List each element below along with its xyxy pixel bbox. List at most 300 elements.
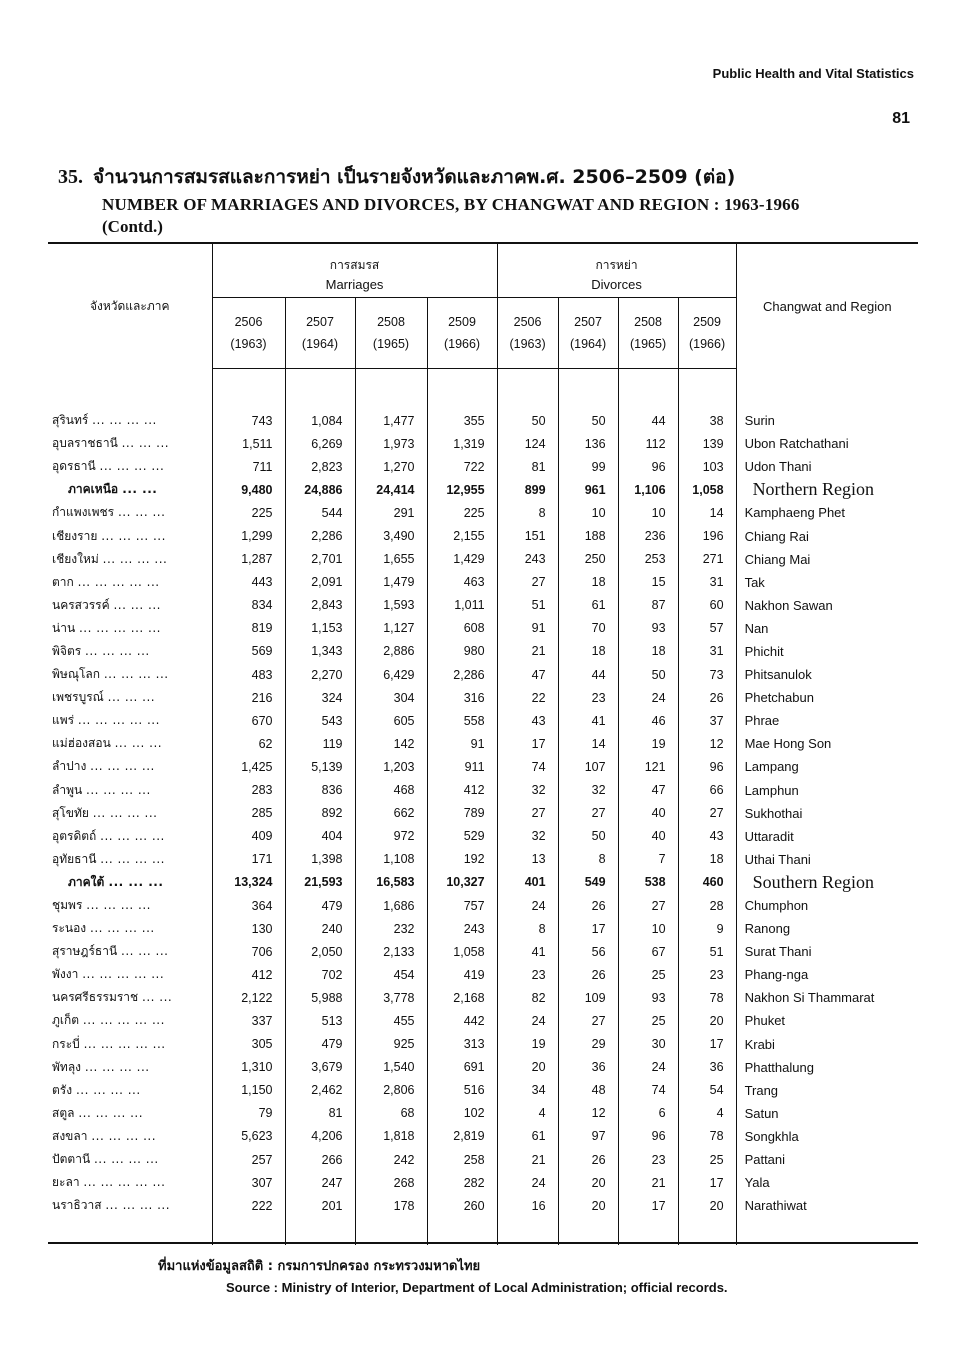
divorces-value: 23 [558,686,618,709]
changwat-thai-name: ตาก [52,574,74,589]
table-row [48,594,918,617]
table-row [48,432,918,455]
region-row [48,478,918,501]
divorces-value: 81 [497,455,558,478]
marriages-value: 662 [355,802,427,825]
table-row [48,1056,918,1079]
changwat-english: Narathiwat [736,1194,918,1245]
divorces-value: 23 [618,1148,678,1171]
marriages-value: 479 [285,1033,355,1056]
table-row [48,1125,918,1148]
marriages-value: 1,270 [355,455,427,478]
marriages-value: 2,091 [285,571,355,594]
divorces-value: 26 [558,1148,618,1171]
divorces-value: 109 [558,986,618,1009]
changwat-thai [48,432,212,455]
table-row [48,1079,918,1102]
changwat-english: Phichit [736,640,918,663]
divorces-value: 401 [497,871,558,894]
divorces-value: 30 [618,1033,678,1056]
marriages-value: 305 [251,1037,273,1052]
table-row [48,709,918,732]
title-thai-line [58,162,928,192]
region-row [48,871,918,894]
divorces-value: 4 [678,1102,736,1125]
marriages-value: 834 [251,598,273,613]
marriages-value: 1,108 [355,848,427,871]
marriages-value: 2,133 [355,940,427,963]
leader-dots: ... ... ... ... ... [83,1175,166,1190]
table-row [48,848,918,871]
divorces-value: 15 [618,571,678,594]
changwat-thai [48,594,212,617]
divorces-value: 188 [558,524,618,547]
marriages-value: 670 [251,713,273,728]
table-row [48,640,918,663]
divorces-value: 17 [497,732,558,755]
marriages-value: 285 [251,806,273,821]
header-year: 2507 (1964) [285,298,355,369]
divorces-value: 243 [497,548,558,571]
divorces-value: 47 [497,663,558,686]
marriages-value: 442 [427,1009,497,1032]
table-row [48,1009,918,1032]
marriages-value: 1,058 [427,940,497,963]
divorces-value: 20 [558,1194,618,1245]
table-title [58,162,928,237]
source-english: Source : Ministry of Interior, Department of Local Administration; official records. [226,1280,728,1295]
header-year: 2509 (1966) [678,298,736,369]
divorces-value: 17 [618,1194,678,1245]
divorces-value: 44 [558,663,618,686]
changwat-thai [48,940,212,963]
leader-dots: ... ... ... [114,736,163,751]
marriages-value: 1,398 [285,848,355,871]
divorces-value: 61 [497,1125,558,1148]
changwat-thai [48,640,212,663]
changwat-thai-name: อุบลราชธานี [52,436,118,451]
changwat-english: Yala [736,1171,918,1194]
divorces-value: 26 [558,963,618,986]
marriages-value: 2,701 [285,548,355,571]
marriages-value: 21,593 [285,871,355,894]
changwat-english: Ranong [736,917,918,940]
marriages-value: 2,122 [241,990,273,1005]
changwat-thai-name: ภาคใต้ [68,874,105,889]
divorces-value: 99 [558,455,618,478]
changwat-english: Surat Thani [736,940,918,963]
marriages-value: 409 [251,829,273,844]
marriages-value: 911 [427,755,497,778]
divorces-value: 32 [497,825,558,848]
leader-dots: ... ... ... ... [105,1198,171,1213]
leader-dots: ... ... [142,990,173,1005]
divorces-value: 43 [497,709,558,732]
changwat-thai-name: สุโขทัย [52,805,89,820]
changwat-english: Mae Hong Son [736,732,918,755]
divorces-value: 24 [618,1056,678,1079]
divorces-value: 54 [678,1079,736,1102]
divorces-value: 20 [678,1194,736,1245]
divorces-value: 47 [618,779,678,802]
divorces-value: 21 [618,1171,678,1194]
table-row [48,501,918,524]
changwat-english: Nakhon Si Thammarat [736,986,918,1009]
table-row [48,1194,918,1245]
divorces-value: 250 [558,548,618,571]
leader-dots: ... ... ... [108,874,164,889]
changwat-english: Trang [736,1079,918,1102]
title-contd: (Contd.) [102,217,163,236]
changwat-thai-name: ยะลา [52,1175,80,1190]
divorces-value: 899 [497,478,558,501]
table-row [48,1033,918,1056]
marriages-value: 819 [251,621,273,636]
table-row [48,779,918,802]
divorces-value: 22 [497,686,558,709]
header-year: 2506 (1963) [212,298,285,369]
divorces-value: 18 [678,848,736,871]
marriages-value: 2,823 [285,455,355,478]
table-row [48,917,918,940]
divorces-value: 1,106 [618,478,678,501]
marriages-value: 412 [251,967,273,982]
marriages-value: 1,084 [285,409,355,432]
divorces-value: 50 [497,409,558,432]
divorces-value: 10 [618,917,678,940]
leader-dots: ... ... ... ... [100,828,165,843]
marriages-value: 1,973 [355,432,427,455]
marriages-value: 225 [427,501,497,524]
divorces-value: 27 [558,802,618,825]
changwat-thai [48,871,212,894]
changwat-thai [48,802,212,825]
divorces-value: 24 [497,1009,558,1032]
changwat-english: Chiang Mai [736,548,918,571]
divorces-value: 32 [497,779,558,802]
divorces-value: 61 [558,594,618,617]
divorces-value: 12 [558,1102,618,1125]
marriages-value: 307 [251,1175,273,1190]
divorces-value: 37 [678,709,736,732]
changwat-english: Nakhon Sawan [736,594,918,617]
marriages-value: 304 [355,686,427,709]
leader-dots: ... ... ... ... [99,459,165,474]
divorces-value: 25 [618,963,678,986]
marriages-value: 836 [285,779,355,802]
marriages-value: 12,955 [427,478,497,501]
marriages-value: 3,679 [285,1056,355,1079]
marriages-value: 1,343 [285,640,355,663]
divorces-value: 12 [678,732,736,755]
marriages-value: 2,843 [285,594,355,617]
changwat-thai-name: ปัตตานี [52,1152,91,1167]
divorces-value: 18 [558,571,618,594]
marriages-value: 722 [427,455,497,478]
changwat-thai [48,825,212,848]
changwat-thai-name: ภาคเหนือ [68,482,119,497]
divorces-value: 31 [678,571,736,594]
marriages-value: 24,414 [355,478,427,501]
marriages-value: 258 [427,1148,497,1171]
changwat-thai [48,779,212,802]
marriages-value: 201 [285,1194,355,1245]
marriages-value: 702 [285,963,355,986]
marriages-value: 3,490 [355,524,427,547]
divorces-value: 96 [618,455,678,478]
table-row [48,663,918,686]
marriages-value: 9,480 [241,482,273,497]
marriages-value: 355 [427,409,497,432]
marriages-value: 268 [355,1171,427,1194]
marriages-value: 1,310 [241,1060,273,1075]
divorces-value: 27 [558,1009,618,1032]
marriages-value: 1,287 [241,552,273,567]
marriages-value: 1,429 [427,548,497,571]
changwat-thai-name: พัทลุง [52,1059,82,1074]
changwat-thai [48,894,212,917]
marriages-value: 711 [252,459,273,474]
marriages-value: 364 [251,898,273,913]
marriages-value: 5,988 [285,986,355,1009]
changwat-thai-name: สุรินทร์ [52,413,89,428]
changwat-thai-name: ลำพูน [52,782,83,797]
changwat-english: Lamphun [736,779,918,802]
changwat-english: Udon Thani [736,455,918,478]
table-row [48,894,918,917]
divorces-value: 66 [678,779,736,802]
marriages-value: 243 [427,917,497,940]
marriages-value: 5,139 [285,755,355,778]
divorces-value: 107 [558,755,618,778]
marriages-value: 544 [285,501,355,524]
leader-dots: ... ... [122,482,158,497]
divorces-value: 271 [678,548,736,571]
marriage-divorce-table [48,242,918,1245]
divorces-value: 124 [497,432,558,455]
divorces-value: 23 [497,963,558,986]
changwat-thai-name: เชียงใหม่ [52,551,99,566]
divorces-value: 41 [497,940,558,963]
divorces-value: 18 [618,640,678,663]
changwat-thai-name: แม่ฮ่องสอน [52,736,111,751]
table-row [48,1171,918,1194]
divorces-value: 93 [618,617,678,640]
leader-dots: ... ... ... ... [92,413,157,428]
leader-dots: ... ... ... ... [102,551,168,566]
marriages-value: 1,299 [241,529,273,544]
changwat-english: Tak [736,571,918,594]
divorces-value: 60 [678,594,736,617]
divorces-value: 50 [558,409,618,432]
divorces-value: 78 [678,986,736,1009]
changwat-thai-name: ชุมพร [52,898,83,913]
changwat-thai [48,755,212,778]
marriages-value: 1,540 [355,1056,427,1079]
changwat-english: Songkhla [736,1125,918,1148]
divorces-value: 28 [678,894,736,917]
leader-dots: ... ... ... [107,690,156,705]
divorces-value: 19 [497,1033,558,1056]
divorces-value: 25 [618,1009,678,1032]
changwat-thai [48,455,212,478]
changwat-thai-name: สุราษฎร์ธานี [52,944,118,959]
marriages-value: 455 [355,1009,427,1032]
table-row [48,963,918,986]
divorces-value: 32 [558,779,618,802]
table-row [48,455,918,478]
marriages-value: 266 [285,1148,355,1171]
divorces-value: 103 [678,455,736,478]
divorces-value: 38 [678,409,736,432]
changwat-english: Uttaradit [736,825,918,848]
divorces-value: 26 [558,894,618,917]
table-row [48,686,918,709]
header-year: 2506 (1963) [497,298,558,369]
changwat-thai [48,686,212,709]
divorces-value: 97 [558,1125,618,1148]
leader-dots: ... ... ... ... [90,921,155,936]
table-number: 35. [58,166,83,188]
changwat-thai-name: ระนอง [52,921,87,936]
divorces-value: 17 [678,1171,736,1194]
header-marriages-english: Marriages [325,277,384,292]
leader-dots: ... ... ... ... ... [78,620,161,635]
header-year: 2508 (1965) [355,298,427,369]
table-row [48,940,918,963]
changwat-english: Chiang Rai [736,524,918,547]
header-year: 2507 (1964) [558,298,618,369]
marriages-value: 62 [258,736,273,751]
divorces-value: 40 [618,802,678,825]
page-number: 81 [892,110,910,127]
changwat-thai [48,501,212,524]
marriages-value: 972 [355,825,427,848]
marriages-value: 454 [355,963,427,986]
marriages-value: 130 [251,921,273,936]
header-divorces [497,243,736,298]
divorces-value: 93 [618,986,678,1009]
source-thai: ที่มาแห่งข้อมูลสถิติ : กรมการปกครอง กระทรวงมหาดไทย [158,1259,481,1274]
divorces-value: 253 [618,548,678,571]
changwat-english: Lampang [736,755,918,778]
divorces-value: 6 [618,1102,678,1125]
changwat-english: Northern Region [736,478,918,501]
header-divorces-thai: การหย่า [595,258,638,272]
changwat-english: Southern Region [736,871,918,894]
changwat-thai [48,1102,212,1125]
divorces-value: 23 [678,963,736,986]
divorces-value: 27 [497,571,558,594]
table-row [48,755,918,778]
marriages-value: 2,886 [355,640,427,663]
changwat-thai-name: น่าน [52,620,76,635]
divorces-value: 96 [618,1125,678,1148]
marriages-value: 2,806 [355,1079,427,1102]
marriages-value: 24,886 [285,478,355,501]
marriages-value: 743 [251,413,273,428]
marriages-value: 443 [251,575,273,590]
marriages-value: 291 [355,501,427,524]
divorces-value: 36 [558,1056,618,1079]
changwat-thai-name: สงขลา [52,1128,88,1143]
changwat-thai-name: กำแพงเพชร [52,505,115,520]
marriages-value: 412 [427,779,497,802]
marriages-value: 608 [427,617,497,640]
divorces-value: 67 [618,940,678,963]
divorces-value: 51 [497,594,558,617]
divorces-value: 70 [558,617,618,640]
header-changwat-region: Changwat and Region [736,243,918,369]
changwat-english: Chumphon [736,894,918,917]
divorces-value: 44 [618,409,678,432]
divorces-value: 7 [618,848,678,871]
divorces-value: 48 [558,1079,618,1102]
divorces-value: 56 [558,940,618,963]
divorces-value: 29 [558,1033,618,1056]
marriages-value: 2,270 [285,663,355,686]
table-row [48,802,918,825]
divorces-value: 196 [678,524,736,547]
divorces-value: 31 [678,640,736,663]
marriages-value: 980 [427,640,497,663]
marriages-value: 1,425 [241,759,273,774]
changwat-thai [48,1033,212,1056]
divorces-value: 549 [558,871,618,894]
changwat-thai-name: อุดรธานี [52,459,96,474]
changwat-thai [48,1171,212,1194]
header-year: 2509 (1966) [427,298,497,369]
marriages-value: 5,623 [241,1129,273,1144]
divorces-value: 460 [678,871,736,894]
changwat-thai-name: นครศรีธรรมราช [52,990,139,1005]
changwat-thai [48,709,212,732]
marriages-value: 119 [285,732,355,755]
marriages-value: 706 [251,944,273,959]
spacer-row [48,369,918,410]
divorces-value: 36 [678,1056,736,1079]
changwat-english: Ubon Ratchathani [736,432,918,455]
divorces-value: 20 [558,1171,618,1194]
table-row [48,617,918,640]
changwat-thai-name: ตรัง [52,1082,73,1097]
divorces-value: 50 [558,825,618,848]
marriages-value: 404 [285,825,355,848]
header-year: 2508 (1965) [618,298,678,369]
leader-dots: ... ... ... ... ... [77,574,160,589]
marriages-value: 240 [285,917,355,940]
marriages-value: 2,819 [427,1125,497,1148]
divorces-value: 17 [558,917,618,940]
title-english: NUMBER OF MARRIAGES AND DIVORCES, BY CHANGWAT AND REGION : 1963-1966 [102,195,800,214]
divorces-value: 4 [497,1102,558,1125]
divorces-value: 24 [497,894,558,917]
divorces-value: 87 [618,594,678,617]
marriages-value: 225 [251,505,273,520]
changwat-english: Nan [736,617,918,640]
divorces-value: 1,058 [678,478,736,501]
changwat-thai [48,617,212,640]
marriages-value: 558 [427,709,497,732]
leader-dots: ... ... ... [121,436,170,451]
divorces-value: 27 [618,894,678,917]
changwat-thai-name: ภูเก็ต [52,1013,80,1028]
marriages-value: 6,429 [355,663,427,686]
divorces-value: 43 [678,825,736,848]
divorces-value: 21 [497,1148,558,1171]
marriages-value: 789 [427,802,497,825]
marriages-value: 2,462 [285,1079,355,1102]
